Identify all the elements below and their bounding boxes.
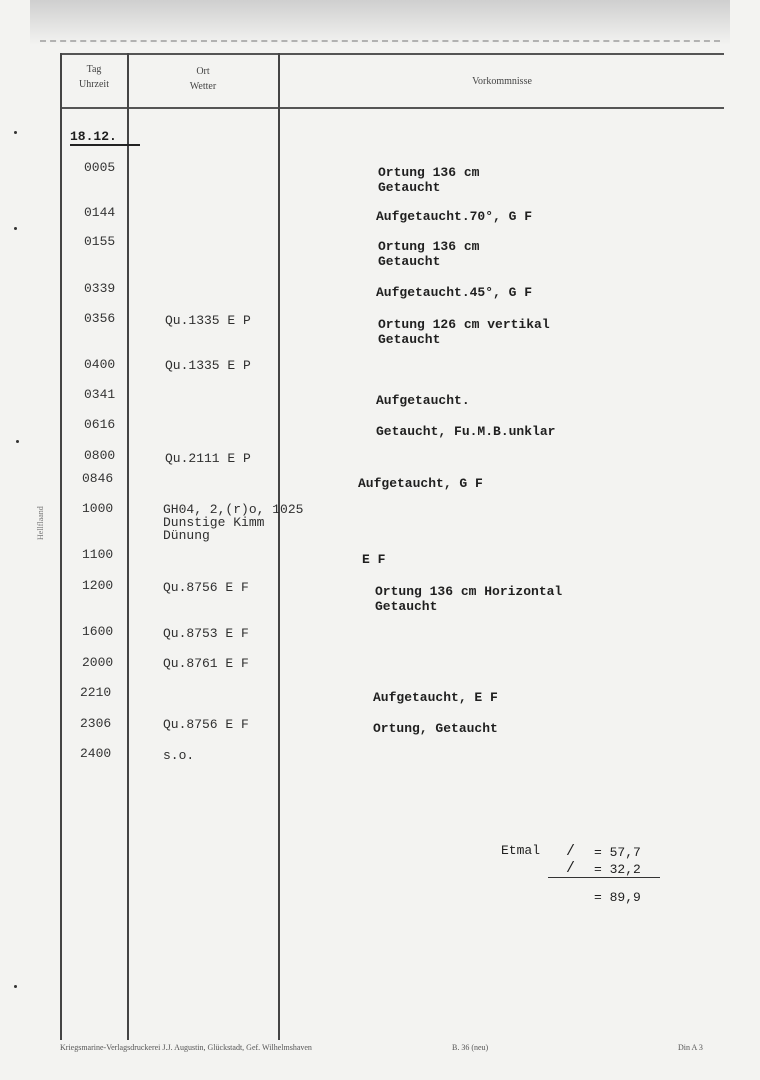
row-time: 0400	[84, 357, 116, 372]
column-divider-time	[127, 53, 129, 1040]
date-label: 18.12.	[70, 129, 117, 144]
row-event: Ortung, Getaucht	[373, 721, 498, 736]
row-place: Qu.1335 E P	[165, 358, 251, 373]
row-event: Ortung 126 cm vertikal Getaucht	[378, 317, 550, 347]
header-day-time: Tag Uhrzeit	[79, 64, 109, 90]
row-time: 0339	[84, 281, 116, 296]
sum-rule	[548, 877, 660, 878]
row-time: 1200	[82, 578, 114, 593]
etmal-value-1: = 57,7	[594, 845, 641, 860]
row-place: Qu.8761 E F	[163, 656, 249, 671]
etmal-label: Etmal	[501, 843, 541, 858]
row-time: 0846	[82, 471, 114, 486]
column-divider-left	[60, 53, 62, 1040]
printer-imprint: Kriegsmarine-Verlagsdruckerei J.J. Augustin, Glückstadt, Gef. Wilhelmshaven	[60, 1043, 312, 1052]
row-time: 2000	[82, 655, 114, 670]
row-event: Ortung 136 cm Getaucht	[378, 239, 480, 269]
scan-shadow	[30, 0, 730, 45]
row-time: 0155	[84, 234, 116, 249]
row-place: s.o.	[163, 748, 195, 763]
row-time: 2210	[80, 685, 112, 700]
paper-size: Din A 3	[678, 1043, 703, 1052]
header-scribble	[40, 40, 720, 50]
row-event: Aufgetaucht.45°, G F	[376, 285, 533, 300]
form-number: B. 36 (neu)	[452, 1043, 489, 1052]
row-time: 1100	[82, 547, 114, 562]
row-event: Aufgetaucht.70°, G F	[376, 209, 533, 224]
scan-speck	[14, 985, 17, 988]
row-time: 1000	[82, 501, 114, 516]
etmal-mark: /	[566, 860, 576, 877]
row-time: 0005	[84, 160, 116, 175]
row-event: Aufgetaucht.	[376, 393, 470, 408]
row-event: Ortung 136 cm Getaucht	[378, 165, 480, 195]
row-time: 0616	[84, 417, 116, 432]
row-time: 1600	[82, 624, 114, 639]
row-place: Qu.8756 E F	[163, 717, 249, 732]
row-time: 0800	[84, 448, 116, 463]
date-underline	[70, 144, 140, 146]
table-header-rule	[60, 107, 724, 109]
header-place-weather: Ort Wetter	[189, 66, 217, 92]
row-time: 0356	[84, 311, 116, 326]
row-place: GH04, 2,(r)o, 1025 Dunstige Kimm Dünung	[163, 502, 304, 543]
row-place: Qu.1335 E P	[165, 313, 251, 328]
etmal-total: = 89,9	[594, 890, 641, 905]
row-event: E F	[362, 552, 386, 567]
header-events: Vorkommnisse	[472, 76, 532, 87]
row-time: 2400	[80, 746, 112, 761]
etmal-value-2: = 32,2	[594, 862, 641, 877]
row-place: Qu.8753 E F	[163, 626, 249, 641]
row-event: Aufgetaucht, G F	[358, 476, 483, 491]
scan-speck	[16, 440, 19, 443]
column-divider-place	[278, 53, 280, 1040]
row-place: Qu.2111 E P	[165, 451, 251, 466]
row-time: 0144	[84, 205, 116, 220]
row-place: Qu.8756 E F	[163, 580, 249, 595]
table-top-rule	[60, 53, 724, 55]
scan-speck	[14, 227, 17, 230]
side-stamp: Hellflaand	[36, 506, 45, 540]
row-time: 0341	[84, 387, 116, 402]
row-event: Ortung 136 cm Horizontal Getaucht	[375, 584, 563, 614]
scan-speck	[14, 131, 17, 134]
row-event: Aufgetaucht, E F	[373, 690, 498, 705]
etmal-mark: /	[566, 843, 576, 860]
row-event: Getaucht, Fu.M.B.unklar	[376, 424, 556, 439]
row-time: 2306	[80, 716, 112, 731]
